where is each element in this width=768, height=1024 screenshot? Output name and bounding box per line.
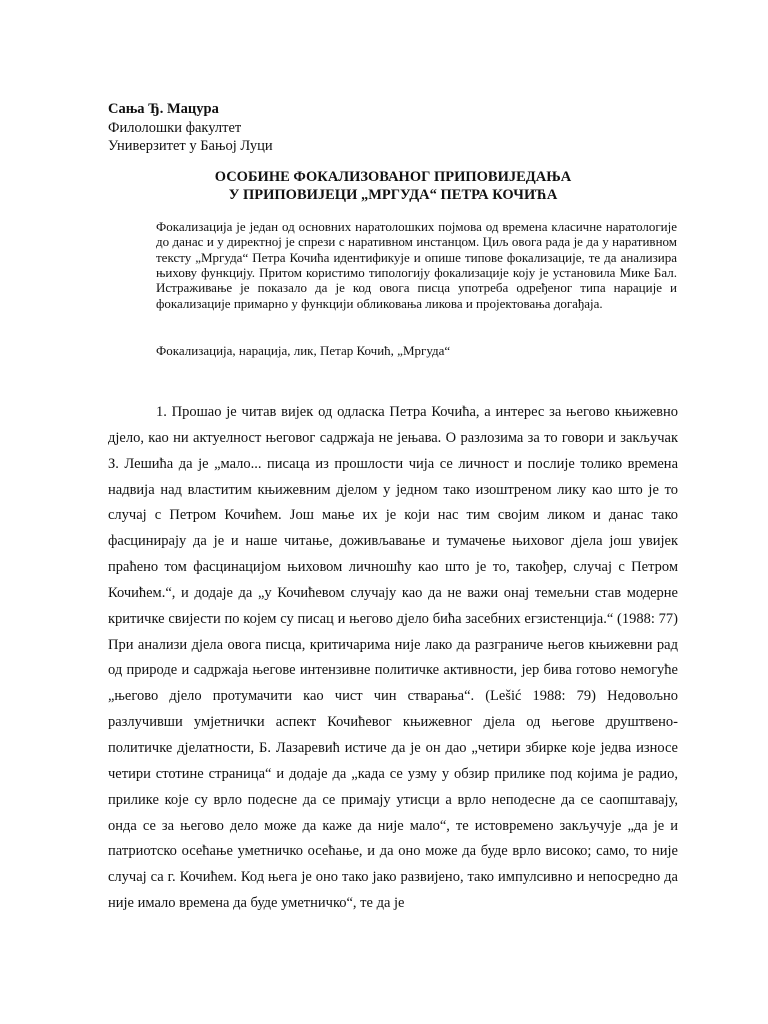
body-paragraph: 1. Прошао је читав вијек од одласка Петра Кочића, а интерес за његово књижевно дјело, као ни актуелност његовог садржаја не јењава. О разлозима за то говори и закључак З. Лешића да је „мало... писаца из прошлости чија се личност и послије толико времена надвија над властитим књижевним дјелом у једном тако изоштреном лику као што је то случај с Петром Кочићем. Још мање их је који нас тим својим ликом и данас тако фасцинирају да је и наше читање, доживљавање и тумачење њиховог дјела још увијек праћено том фасцинацијом њиховом личношћу као што је то, такођер, случај с Петром Кочићем.“, и додаје да „у Кочићевом случају као да не важи онај темељни став модерне критичке свијести по којем су писац и његово дјело бића засебних егзистенција.“ (1988: 77) При анализи дјела овога писца, критичарима није лако да разграниче његов књижевни рад од природе и садржаја његове интензивне политичке активности, јер бива готово немогуће „његово дјело протумачити као чист чин стварања“. (Lešić 1988: 79) Недовољно разлучивши умјетнички аспект Кочићевог књижевног дјела од његове друштвено-политичке дјелатности, Б. Лазаревић истиче да је он дао „четири збирке које једва износе четири стотине страница“ и додаје да „када се узму у обзир прилике под којима је радио, прилике које су врло подесне да се примају утисци а врло неподесне да се саопштавају, онда се за његово дело може да каже да није мало“, те истовремено закључује „да је и патриотско осећање уметничко осећање, и да оно може да буде врло високо; само, то није случај са г. Кочићем. Код њега је оно тако јако развијено, тако импулсивно и непосредно да није имало времена да буде уметничко“, те да је (108, 404, 678, 912)
paper-title (108, 168, 678, 204)
paper-title-line-1: ОСОБИНЕ ФОКАЛИЗОВАНОГ ПРИПОВИЈЕДАЊА (214, 169, 572, 185)
author-faculty: Филолошки факултет (108, 119, 242, 136)
paper-title-line-2: У ПРИПОВИЈЕЦИ „МРГУДА“ ПЕТРА КОЧИЋА (228, 187, 558, 203)
author-name: Сања Ђ. Мацура (108, 101, 219, 117)
author-university: Универзитет у Бањој Луци (108, 138, 273, 154)
author-block (108, 100, 668, 156)
abstract: Фокализација је један од основних наратолошких појмова од времена класичне наратологије до данас и у директној је спрези с наративном инстанцом. Циљ овога рада је да у наративном тексту „Мргуда“ Петра Кочића идентификује и опише типове фокализације, те да анализира њихову функцију. Притом користимо типологију фокализације коју је установила Мике Бал. Истраживање је показало да је код овога писца употреба одређеног типа нарације и фокализације примарно у функцији обликовања ликова и пројектовања догађаја. (156, 219, 677, 311)
keywords: Фокализација, нарација, лик, Петар Кочић, „Мргуда“ (156, 343, 451, 358)
